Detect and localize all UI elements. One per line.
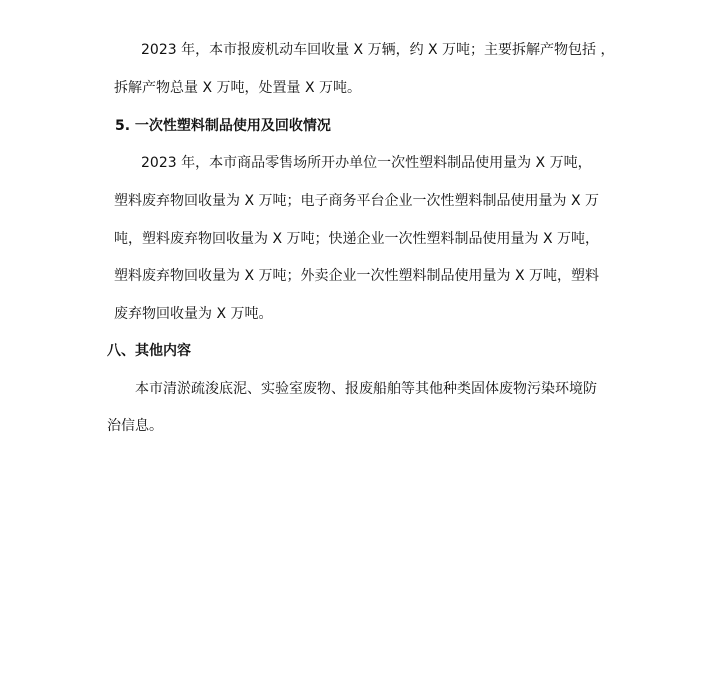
paragraph-plastics-line-3: 吨，塑料废弃物回收量为 X 万吨；快递企业一次性塑料制品使用量为 X 万吨， (114, 231, 599, 247)
paragraph-vehicles-line-1: 2023 年，本市报废机动车回收量 X 万辆，约 X 万吨；主要拆解产物包括 ， (141, 42, 615, 58)
paragraph-vehicles-line-2: 拆解产物总量 X 万吨，处置量 X 万吨。 (114, 80, 361, 96)
section-heading-plastics: 5. 一次性塑料制品使用及回收情况 (115, 118, 331, 134)
paragraph-plastics-line-5: 废弃物回收量为 X 万吨。 (114, 306, 273, 322)
paragraph-plastics-line-1: 2023 年，本市商品零售场所开办单位一次性塑料制品使用量为 X 万吨， (141, 155, 592, 171)
paragraph-other-line-1: 本市清淤疏浚底泥、实验室废物、报废船舶等其他种类固体废物污染环境防 (135, 381, 597, 397)
section-heading-other: 八、其他内容 (107, 343, 191, 359)
paragraph-plastics-line-2: 塑料废弃物回收量为 X 万吨；电子商务平台企业一次性塑料制品使用量为 X 万 (114, 193, 599, 209)
paragraph-other-line-2: 治信息。 (107, 418, 163, 434)
paragraph-plastics-line-4: 塑料废弃物回收量为 X 万吨；外卖企业一次性塑料制品使用量为 X 万吨，塑料 (114, 268, 599, 284)
